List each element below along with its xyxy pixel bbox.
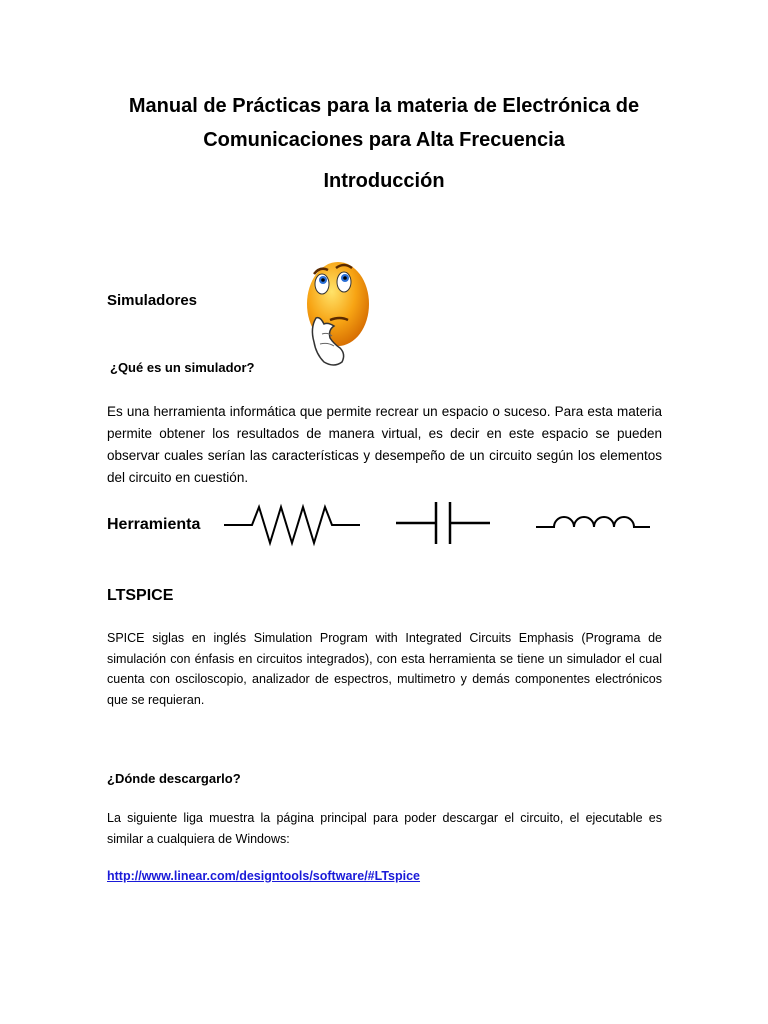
- paragraph-simulador: Es una herramienta informática que permite recrear un espacio o suceso. Para esta materia permite obtener los resultados de manera virtual, es decir en este espacio se pueden observar cuales serían las características y desempeño de un circuito según los elementos del circuito en cuestión.: [107, 404, 662, 485]
- heading-simuladores: Simuladores: [107, 292, 198, 309]
- resistor-icon: [222, 503, 362, 547]
- document-subtitle: Introducción: [323, 170, 445, 192]
- paragraph-descarga: La siguiente liga muestra la página principal para poder descargar el circuito, el ejecutable es similar a cualquiera de Windows:: [107, 811, 662, 846]
- inductor-icon: [534, 510, 652, 532]
- heading-ltspice: LTSPICE: [107, 587, 174, 604]
- thinking-smiley-icon: [300, 254, 376, 370]
- ltspice-download-link[interactable]: http://www.linear.com/designtools/software/#LTspice: [107, 869, 421, 883]
- title-line-1: Manual de Prácticas para la materia de Electrónica de: [128, 95, 640, 117]
- document-title: [80, 89, 688, 157]
- capacitor-icon: [394, 500, 492, 546]
- paragraph-spice: SPICE siglas en inglés Simulation Program with Integrated Circuits Emphasis (Programa de simulación con énfasis en circuitos integrados), con esta herramienta se tiene un simulador el cual cuenta con osciloscopio, analizador de espectros, multimetro y demás componentes electrónicos que se requieran.: [107, 631, 662, 707]
- heading-herramienta: Herramienta: [107, 516, 201, 533]
- question-donde-descargarlo: ¿Dónde descargarlo?: [107, 771, 241, 786]
- title-line-2: Comunicaciones para Alta Frecuencia: [203, 129, 565, 151]
- question-que-es-simulador: ¿Qué es un simulador?: [110, 360, 255, 375]
